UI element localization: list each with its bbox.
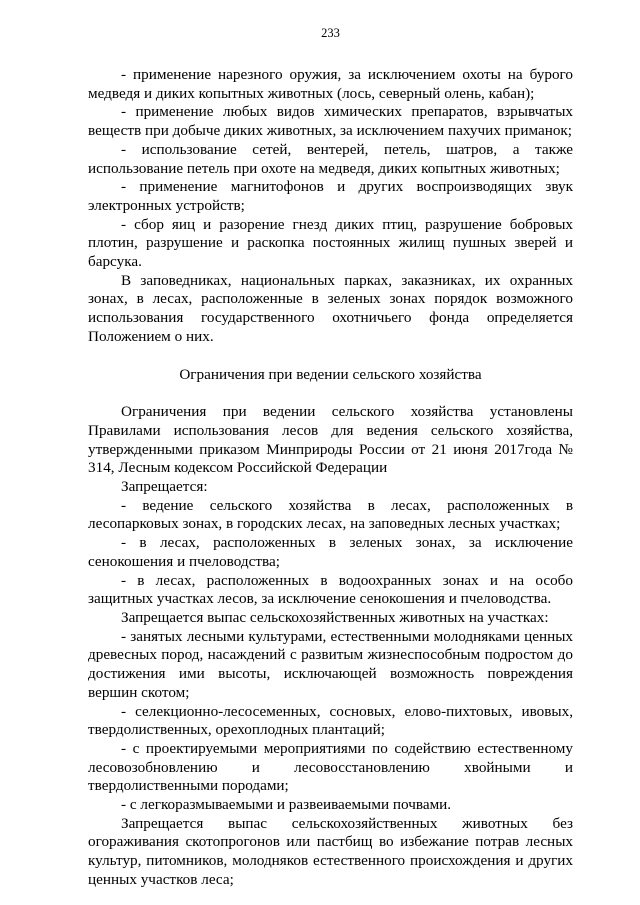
list-item: - сбор яиц и разорение гнезд диких птиц, разрушение бобровых плотин, разрушение и раскопка постоянных жилищ пушных зверей и барсука.: [88, 215, 573, 271]
list-item: - занятых лесными культурами, естественными молодняками ценных древесных пород, насаждений с развитым жизнеспособным подростом до достижения ими высоты, исключающей возможность повреждения вершин скотом;: [88, 627, 573, 701]
list-item: - применение любых видов химических препаратов, взрывчатых веществ при добыче диких животных, за исключением пахучих приманок;: [88, 103, 573, 140]
list-item: - с легкоразмываемыми и развеиваемыми почвами.: [121, 796, 452, 814]
list-item: - в лесах, расположенных в водоохранных зонах и на особо защитных участках лесов, за исключение сенокошения и пчеловодства.: [88, 571, 573, 608]
page-number: 233: [321, 26, 340, 40]
paragraph: Запрещается выпас сельскохозяйственных животных на участках:: [121, 608, 549, 626]
list-item: - ведение сельского хозяйства в лесах, расположенных в лесопарковых зонах, в городских лесах, на заповедных лесных участках;: [88, 496, 573, 533]
paragraph: В заповедниках, национальных парках, заказниках, их охранных зонах, в лесах, расположенные в зеленых зонах порядок возможного использования государственного охотничьего фонда определяется Положением о них.: [88, 271, 573, 345]
list-item: - использование сетей, вентерей, петель, шатров, а также использование петель при охоте на медведя, диких копытных животных;: [88, 140, 573, 177]
paragraph: Запрещается выпас сельскохозяйственных животных без огораживания скотопрогонов или пастбищ во избежание потрав лесных культур, питомников, молодняков естественного происхождения и других ценных участков леса;: [88, 814, 573, 888]
paragraph: Запрещается:: [121, 478, 208, 496]
document-body: [88, 66, 573, 890]
section-heading: Ограничения при ведении сельского хозяйства: [179, 365, 482, 383]
list-item: - применение нарезного оружия, за исключением охоты на бурого медведя и диких копытных животных (лось, северный олень, кабан);: [88, 66, 573, 102]
list-item: - в лесах, расположенных в зеленых зонах, за исключение сенокошения и пчеловодства;: [88, 534, 573, 570]
paragraph: Ограничения при ведении сельского хозяйства установлены Правилами использования лесов для ведения сельского хозяйства, утвержденными приказом Минприроды России от 21 июня 2017года № 314, Лесным кодексом Российской Федерации: [88, 403, 573, 477]
list-item: - с проектируемыми мероприятиями по содействию естественному лесовозобновлению и лесовосстановлению хвойными и твердолиственными породами;: [88, 739, 573, 795]
list-item: - селекционно-лесосеменных, сосновых, елово-пихтовых, ивовых, твердолиственных, орехоплодных плантаций;: [88, 702, 573, 739]
list-item: - применение магнитофонов и других воспроизводящих звук электронных устройств;: [88, 178, 573, 214]
